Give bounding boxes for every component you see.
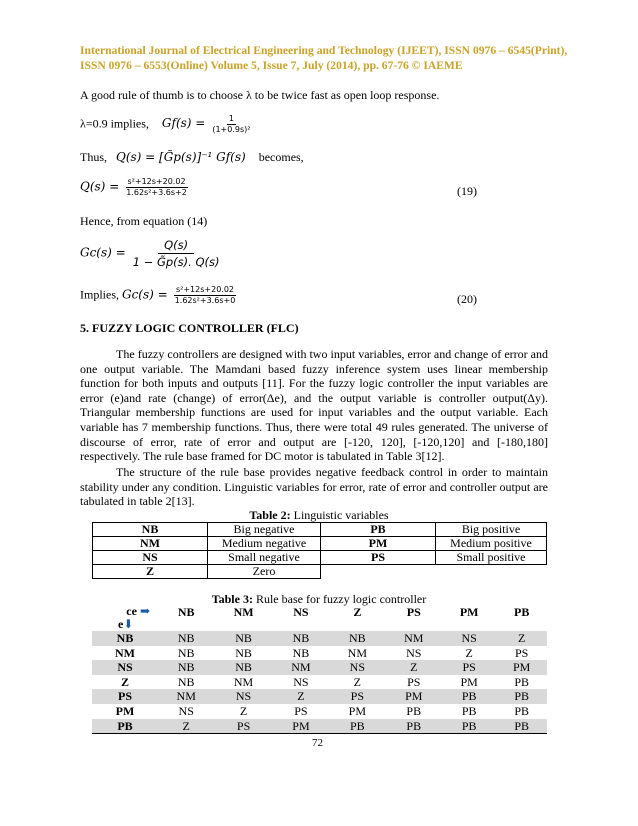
- table-cell: PS: [329, 689, 385, 704]
- table-cell: Z: [239, 703, 248, 718]
- table-cell: NB: [177, 674, 195, 689]
- table-cell: PM: [386, 689, 442, 704]
- table-cell: PB: [442, 719, 496, 734]
- table-row: [93, 537, 547, 551]
- equation-gf: [80, 114, 254, 135]
- rule-base-body: [92, 631, 547, 734]
- table-cell: PB: [442, 689, 496, 704]
- journal-header: [80, 43, 570, 73]
- table-cell: NS: [178, 703, 194, 718]
- table-cell: NB: [214, 660, 272, 675]
- column-header: PS: [406, 605, 421, 619]
- table-cell: Big negative: [208, 523, 321, 537]
- section-title: 5. FUZZY LOGIC CONTROLLER (FLC): [80, 321, 299, 335]
- eq20-fraction: [173, 285, 238, 306]
- table-cell: NB: [329, 631, 385, 646]
- table-cell: NB: [214, 631, 272, 646]
- eq-gc-lhs: Gc(s) =: [80, 245, 126, 260]
- eq-gf-lhs: Gf(s) =: [161, 116, 206, 131]
- arrow-right-icon: ➡: [139, 604, 150, 618]
- table2-caption: [0, 508, 638, 523]
- eq19-number: (19): [457, 184, 477, 198]
- eq19-fraction: [124, 177, 189, 198]
- table-cell: NM: [158, 689, 214, 704]
- eq-thus-suffix: becomes,: [258, 150, 304, 164]
- table-cell: NS: [442, 631, 496, 646]
- column-header: Z: [353, 605, 362, 619]
- eq-thus-expr: Q(s) = [G̃p(s)]⁻¹ Gf(s): [116, 150, 246, 164]
- table-cell: Medium positive: [436, 537, 547, 551]
- table-cell: NB: [292, 645, 310, 660]
- table-cell: PB: [496, 689, 547, 704]
- table-header-row: [92, 605, 547, 631]
- table-cell: NB: [158, 660, 214, 675]
- table-row: [92, 719, 547, 734]
- table-cell: NS: [293, 674, 309, 689]
- eq-gc-numerator: Q(s): [158, 237, 194, 254]
- eq-gf-numerator: 1: [228, 114, 234, 123]
- table-cell: Z: [465, 645, 473, 660]
- table-cell: NM: [233, 674, 254, 689]
- row-header: NM: [115, 645, 135, 660]
- table-cell: PB: [406, 703, 422, 718]
- table-row: [92, 689, 547, 704]
- table-linguistic-variables: [92, 522, 547, 579]
- table-rule-base: [92, 605, 547, 734]
- table-cell: Zero: [208, 565, 321, 579]
- table-cell: NS: [329, 660, 385, 675]
- row-header: PS: [92, 689, 158, 704]
- table-cell: PS: [442, 660, 496, 675]
- table-row: [92, 675, 547, 690]
- table-cell: NM: [273, 660, 329, 675]
- eq-gf-denominator: (1+0.9s)²: [212, 125, 251, 134]
- table-cell: PS: [407, 674, 421, 689]
- table-cell: NS: [406, 645, 422, 660]
- table-cell: NM: [386, 631, 442, 646]
- table-cell: PB: [329, 719, 385, 734]
- table-row: [92, 704, 547, 719]
- table-cell: PM: [496, 660, 547, 675]
- table-cell: NM: [93, 537, 208, 551]
- table2-caption-text: Linguistic variables: [290, 508, 389, 522]
- equation-19: [80, 177, 191, 198]
- table-cell-empty: [436, 565, 547, 579]
- table-cell: Z: [93, 565, 208, 579]
- eq20-number: (20): [457, 292, 477, 306]
- intro-text: A good rule of thumb is to choose λ to be twice fast as open loop response.: [80, 88, 440, 102]
- eq-gc-denominator: 1 − G̃p(s). Q(s): [132, 255, 220, 269]
- table-cell: NM: [347, 645, 368, 660]
- paragraph-2: The structure of the rule base provides negative feedback control in order to maintain stability under any condition. Linguistic variables for error, rate of error and controller output are tabulated in table 2[13].: [80, 465, 548, 509]
- table-row: [93, 551, 547, 565]
- eq20-lhs: Gc(s) =: [122, 287, 168, 302]
- table-cell: Z: [353, 674, 362, 689]
- page-number: 72: [312, 737, 323, 749]
- equation-thus: [80, 150, 304, 165]
- column-header: NM: [233, 605, 254, 619]
- paragraph-1: The fuzzy controllers are designed with two input variables, error and change of error and one output variable. The Mamdani based fuzzy inference system uses linear membership function for both inputs and outputs [11]. For the fuzzy logic controller the input variables are error (e)and rate (change) of error(Δe), and the output variable is controller output(Δy). Triangular membership functions are used for input variables and the output variable. Each variable has 7 membership functions. Thus, there were total 49 rules generated. The universe of discourse of error, rate of error and output are [-120, 120], [-120,120] and [-180,180] respectively. The rule base framed for DC motor is tabulated in Table 3[12].: [80, 347, 548, 464]
- eq-gf-fraction: [210, 114, 252, 135]
- table-cell: Medium negative: [208, 537, 321, 551]
- hence-text: Hence, from equation (14): [80, 214, 208, 228]
- table-row: [93, 523, 547, 537]
- table-cell: PS: [214, 719, 272, 734]
- eq-gf-prefix: λ=0.9 implies,: [80, 116, 149, 131]
- table-cell: PB: [496, 719, 547, 734]
- arrow-down-icon: ⬇: [123, 617, 134, 631]
- row-header: PB: [92, 719, 158, 734]
- table-cell: PB: [514, 703, 530, 718]
- table-cell: NS: [214, 689, 272, 704]
- table-row: [93, 565, 547, 579]
- table-cell: Small negative: [208, 551, 321, 565]
- equation-gc: [80, 237, 223, 270]
- table-cell: NB: [93, 523, 208, 537]
- row-header: NS: [92, 660, 158, 675]
- table3-caption-label: Table 3:: [211, 592, 253, 606]
- header-line-1: International Journal of Electrical Engineering and Technology (IJEET), ISSN 0976 – 6545(Print),: [80, 44, 568, 57]
- table-cell: PM: [460, 674, 478, 689]
- table-row: [92, 646, 547, 661]
- equation-20: [80, 285, 239, 306]
- eq20-numerator: s²+12s+20.02: [175, 285, 234, 294]
- table-cell: NS: [93, 551, 208, 565]
- table-cell: PB: [514, 674, 530, 689]
- row-header: NB: [92, 631, 158, 646]
- header-line-2: ISSN 0976 – 6553(Online) Volume 5, Issue 7, July (2014), pp. 67-76 © IAEME: [80, 59, 463, 72]
- table-row: [92, 660, 547, 675]
- row-header: PM: [115, 703, 135, 718]
- column-header: NB: [177, 605, 195, 619]
- table-cell: PS: [321, 551, 436, 565]
- table2-caption-label: Table 2:: [249, 508, 291, 522]
- table-cell: PB: [386, 719, 442, 734]
- column-header: NS: [293, 605, 309, 619]
- table-cell: PM: [273, 719, 329, 734]
- table-cell: PM: [348, 703, 367, 718]
- eq20-prefix: Implies,: [80, 287, 119, 302]
- table-cell: NB: [158, 631, 214, 646]
- table-cell: PB: [321, 523, 436, 537]
- column-header: PB: [514, 605, 530, 619]
- table-cell: Z: [158, 719, 214, 734]
- eq20-denominator: 1.62s²+3.6s+0: [174, 296, 236, 305]
- table-cell: Small positive: [436, 551, 547, 565]
- table-cell: NB: [273, 631, 329, 646]
- table-cell: PS: [515, 645, 529, 660]
- table-cell: PM: [321, 537, 436, 551]
- eq19-denominator: 1.62s²+3.6s+2: [126, 188, 187, 197]
- table-row: [92, 631, 547, 646]
- table-cell: Z: [386, 660, 442, 675]
- eq-thus-prefix: Thus,: [80, 150, 107, 164]
- table-cell: Z: [496, 631, 547, 646]
- eq19-lhs: Q(s) =: [80, 179, 120, 194]
- table-cell: PB: [461, 703, 477, 718]
- eq19-numerator: s²+12s+20.02: [127, 177, 186, 186]
- table-cell: Big positive: [436, 523, 547, 537]
- table-cell-empty: [321, 565, 436, 579]
- table-cell: Z: [273, 689, 329, 704]
- corner-e-label: e: [118, 617, 124, 631]
- table-cell: NB: [235, 645, 252, 660]
- row-header: Z: [120, 674, 129, 689]
- table-cell: NB: [177, 645, 195, 660]
- eq-gc-fraction: [131, 237, 222, 270]
- table-corner-cell: [92, 605, 158, 631]
- column-header: PM: [459, 605, 479, 619]
- corner-ce-label: ce: [126, 604, 137, 618]
- table3-caption-text: Rule base for fuzzy logic controller: [252, 592, 427, 606]
- table-cell: PS: [294, 703, 308, 718]
